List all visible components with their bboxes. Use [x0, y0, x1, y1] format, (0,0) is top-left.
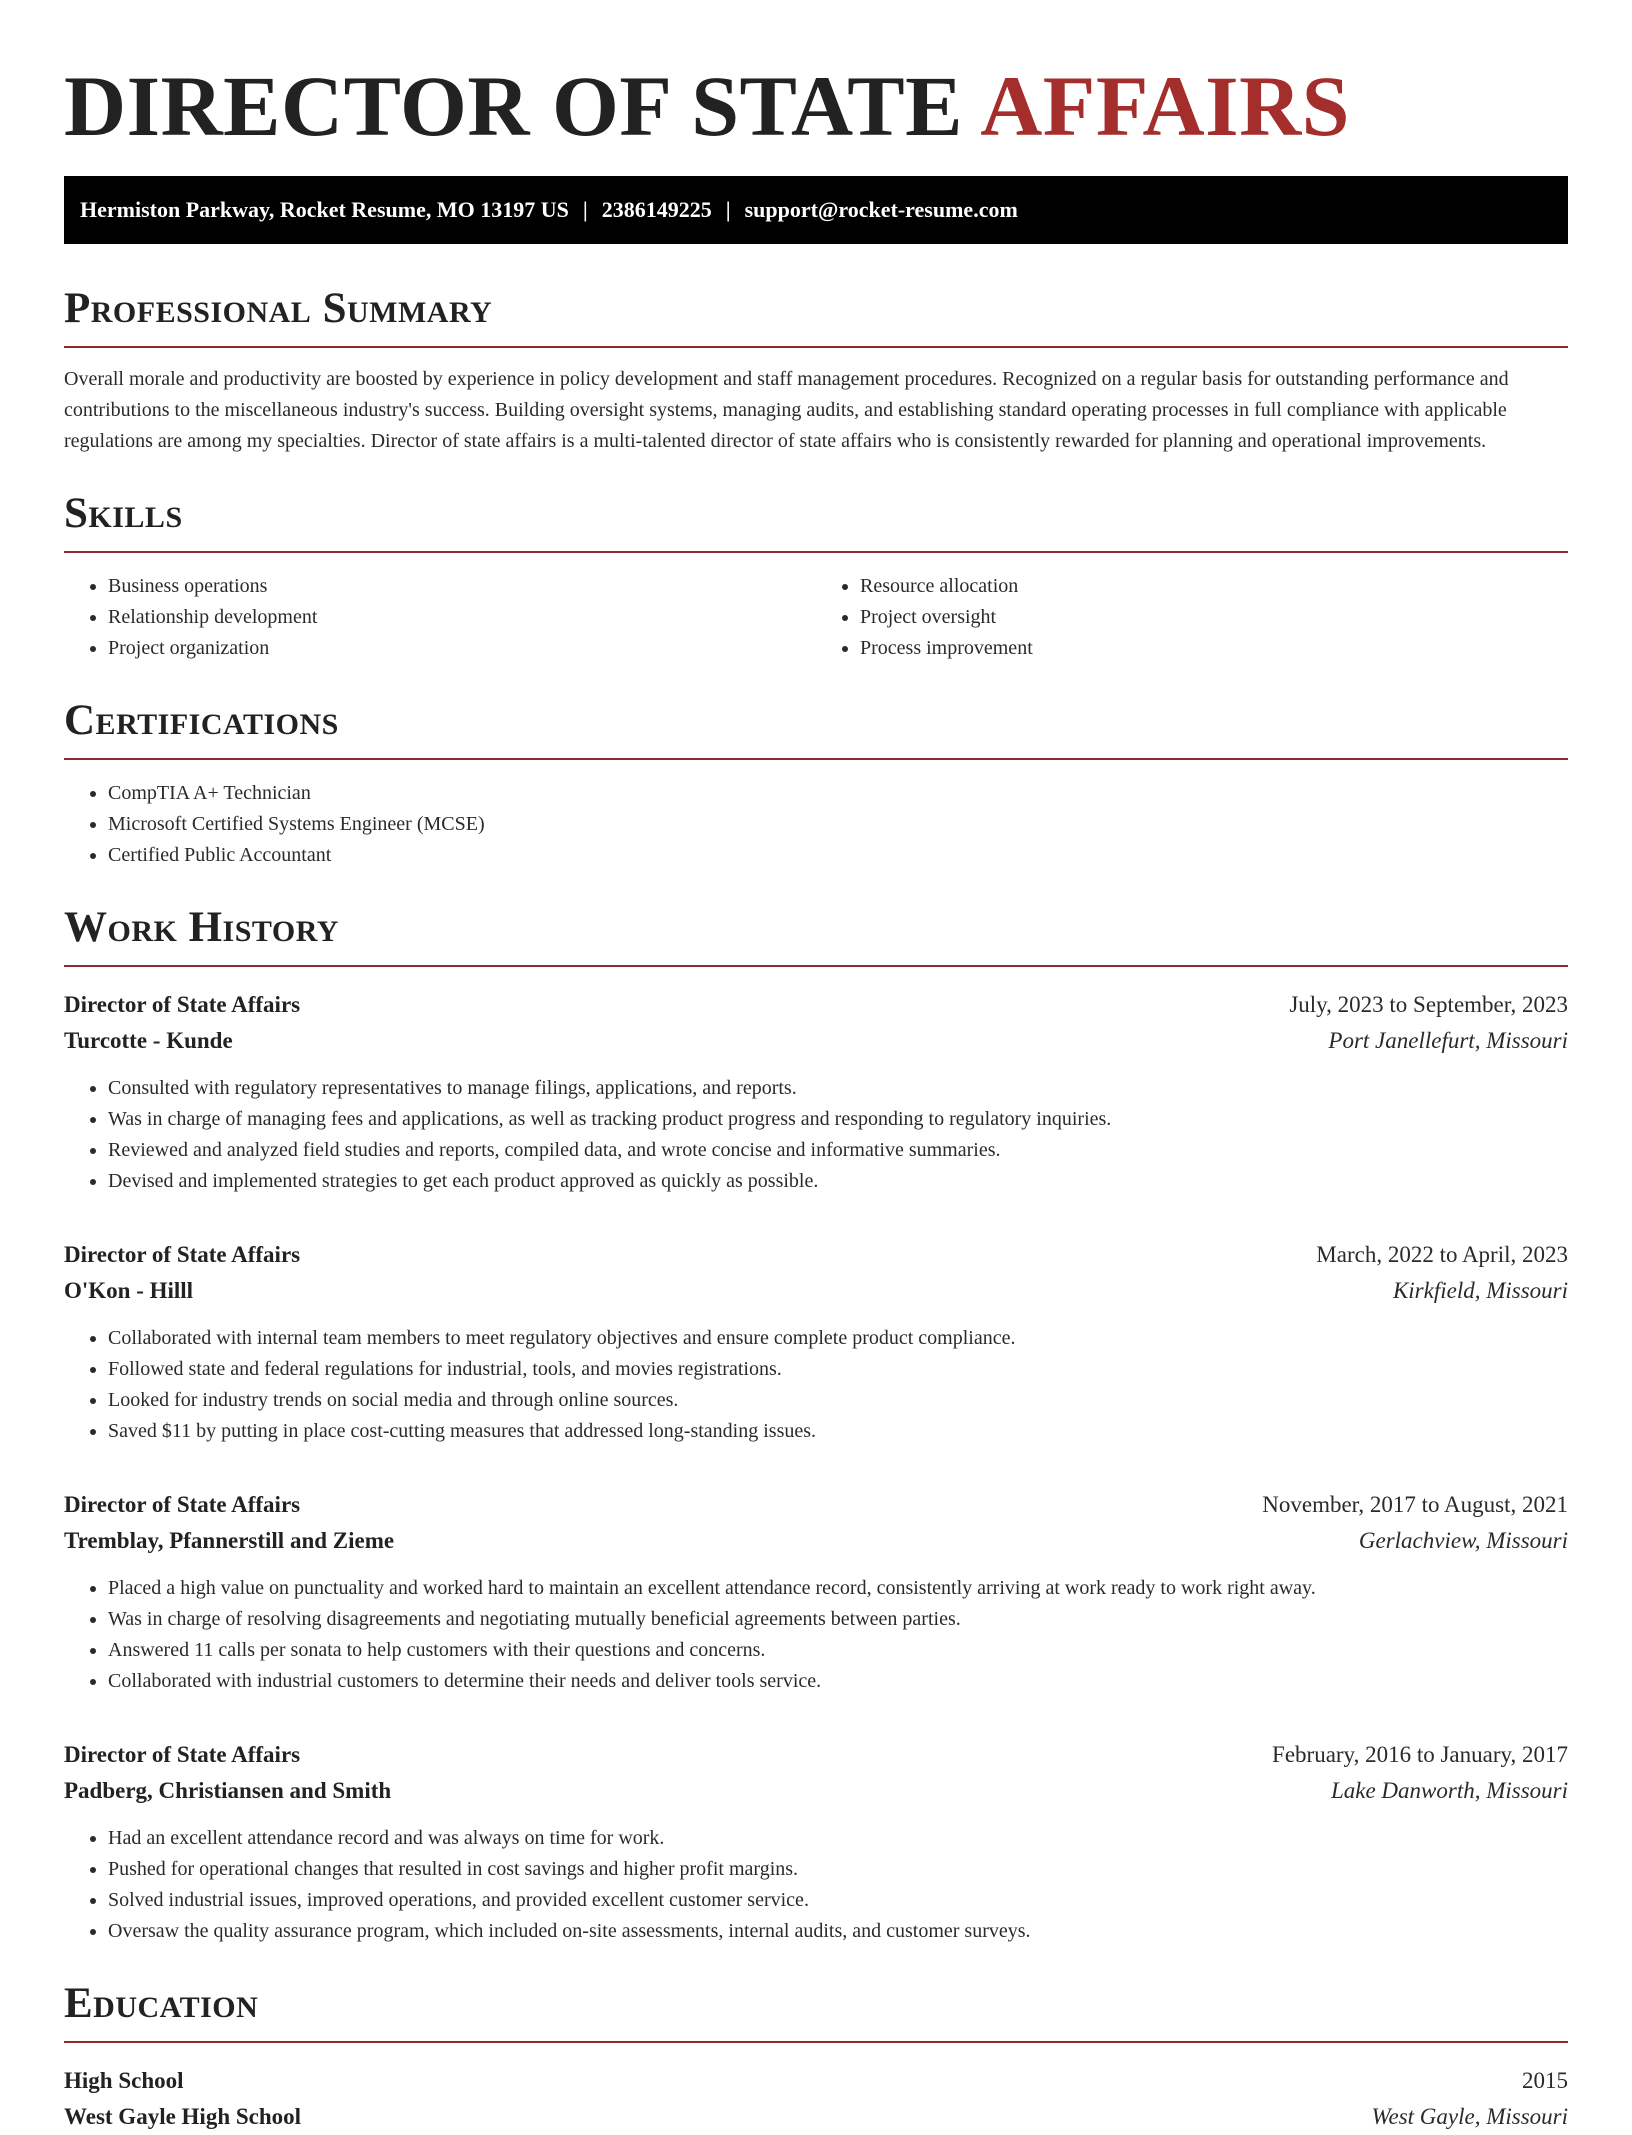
- skill-item: • Relationship development: [108, 602, 816, 633]
- education-year: 2015: [1522, 2068, 1568, 2093]
- name-main: DIRECTOR OF STATE: [64, 58, 981, 154]
- skills-grid: [64, 553, 1568, 664]
- contact-email: support@rocket-resume.com: [744, 197, 1018, 222]
- job-location: Gerlachview, Missouri: [1358, 1528, 1568, 1553]
- job-company-row: [64, 1023, 1568, 1059]
- job-title: Director of State Affairs: [64, 992, 301, 1017]
- contact-address: Hermiston Parkway, Rocket Resume, MO 13197 US: [80, 197, 569, 222]
- job-dates: November, 2017 to August, 2021: [1262, 1492, 1568, 1517]
- name-accent: AFFAIRS: [980, 58, 1351, 154]
- job-bullet: • Oversaw the quality assurance program, which included on-site assessments, internal audits, and customer surveys.: [108, 1916, 1568, 1947]
- job-bullet: • Was in charge of managing fees and applications, as well as tracking product progress and responding to regulatory inquiries.: [108, 1104, 1568, 1135]
- resume-content: [64, 0, 1568, 2135]
- job-location: Lake Danworth, Missouri: [1330, 1778, 1568, 1803]
- contact-separator: |: [582, 197, 588, 222]
- job-company: Tremblay, Pfannerstill and Zieme: [64, 1528, 395, 1553]
- section-title-education: Education: [64, 1979, 1568, 2043]
- skill-item: • Process improvement: [860, 633, 1568, 664]
- skill-item: • Project oversight: [860, 602, 1568, 633]
- job-title: Director of State Affairs: [64, 1742, 301, 1767]
- job-location: Port Janellefurt, Missouri: [1328, 1028, 1568, 1053]
- skills-list-left: [64, 571, 816, 664]
- job-bullet: • Answered 11 calls per sonata to help customers with their questions and concerns.: [108, 1635, 1568, 1666]
- job-bullets: [64, 1823, 1568, 1947]
- job-header-row: [64, 1487, 1568, 1523]
- job-bullet: • Consulted with regulatory representatives to manage filings, applications, and reports.: [108, 1073, 1568, 1104]
- certifications-list: [64, 778, 1568, 871]
- section-title-work-history: Work History: [64, 903, 1568, 967]
- skill-item: • Project organization: [108, 633, 816, 664]
- job-bullet: • Devised and implemented strategies to get each product approved as quickly as possible.: [108, 1166, 1568, 1197]
- job-company: Turcotte - Kunde: [64, 1028, 233, 1053]
- job-bullet: • Collaborated with industrial customers to determine their needs and deliver tools service.: [108, 1666, 1568, 1697]
- job-bullet: • Was in charge of resolving disagreements and negotiating mutually beneficial agreements between parties.: [108, 1604, 1568, 1635]
- job-header-row: [64, 1737, 1568, 1773]
- job-company-row: [64, 1773, 1568, 1809]
- job-bullet: • Looked for industry trends on social media and through online sources.: [108, 1385, 1568, 1416]
- education-degree: High School: [64, 2068, 184, 2093]
- job-company: Padberg, Christiansen and Smith: [64, 1778, 392, 1803]
- job-bullet: • Followed state and federal regulations for industrial, tools, and movies registrations.: [108, 1354, 1568, 1385]
- contact-bar: [64, 176, 1568, 244]
- job-company: O'Kon - Hilll: [64, 1278, 194, 1303]
- job-bullets: [64, 1073, 1568, 1197]
- job-company-row: [64, 1273, 1568, 1309]
- job-entry: [64, 1487, 1568, 1697]
- job-company-row: [64, 1523, 1568, 1559]
- job-bullets: [64, 1573, 1568, 1697]
- section-title-certifications: Certifications: [64, 696, 1568, 760]
- job-title: Director of State Affairs: [64, 1242, 301, 1267]
- job-entry: [64, 987, 1568, 1197]
- education-header-row: [64, 2063, 1568, 2099]
- education-entry: [64, 2063, 1568, 2135]
- job-title: Director of State Affairs: [64, 1492, 301, 1517]
- education-school-row: [64, 2099, 1568, 2135]
- job-header-row: [64, 987, 1568, 1023]
- job-bullet: • Had an excellent attendance record and was always on time for work.: [108, 1823, 1568, 1854]
- job-location: Kirkfield, Missouri: [1392, 1278, 1568, 1303]
- resume-name: [64, 56, 1568, 156]
- contact-separator: |: [725, 197, 731, 222]
- job-bullet: • Placed a high value on punctuality and worked hard to maintain an excellent attendance record, consistently arriving at work ready to work right away.: [108, 1573, 1568, 1604]
- section-title-summary: Professional Summary: [64, 284, 1568, 348]
- job-dates: March, 2022 to April, 2023: [1316, 1242, 1568, 1267]
- job-entry: [64, 1237, 1568, 1447]
- job-bullets: [64, 1323, 1568, 1447]
- skill-item: • Business operations: [108, 571, 816, 602]
- section-title-skills: Skills: [64, 489, 1568, 553]
- education-location: West Gayle, Missouri: [1371, 2104, 1568, 2129]
- job-bullet: • Reviewed and analyzed field studies and reports, compiled data, and wrote concise and informative summaries.: [108, 1135, 1568, 1166]
- job-entry: [64, 1737, 1568, 1947]
- job-bullet: • Pushed for operational changes that resulted in cost savings and higher profit margins.: [108, 1854, 1568, 1885]
- certification-item: • Microsoft Certified Systems Engineer (MCSE): [108, 809, 1568, 840]
- summary-text: Overall morale and productivity are boosted by experience in policy development and staff management procedures. Recognized on a regular basis for outstanding performance and contributions to the miscellaneous industry's success. Building oversight systems, managing audits, and establishing standard operating processes in full compliance with applicable regulations are among my specialties. Director of state affairs is a multi-talented director of state affairs who is consistently rewarded for planning and operational improvements.: [64, 368, 1509, 452]
- skills-list-right: [816, 571, 1568, 664]
- job-bullet: • Saved $11 by putting in place cost-cutting measures that addressed long-standing issues.: [108, 1416, 1568, 1447]
- job-bullet: • Collaborated with internal team members to meet regulatory objectives and ensure complete product compliance.: [108, 1323, 1568, 1354]
- certification-item: • Certified Public Accountant: [108, 840, 1568, 871]
- contact-phone: 2386149225: [601, 197, 712, 222]
- job-dates: February, 2016 to January, 2017: [1272, 1742, 1568, 1767]
- job-dates: July, 2023 to September, 2023: [1289, 992, 1568, 1017]
- education-school: West Gayle High School: [64, 2104, 302, 2129]
- job-bullet: • Solved industrial issues, improved operations, and provided excellent customer service.: [108, 1885, 1568, 1916]
- job-header-row: [64, 1237, 1568, 1273]
- certification-item: • CompTIA A+ Technician: [108, 778, 1568, 809]
- skill-item: • Resource allocation: [860, 571, 1568, 602]
